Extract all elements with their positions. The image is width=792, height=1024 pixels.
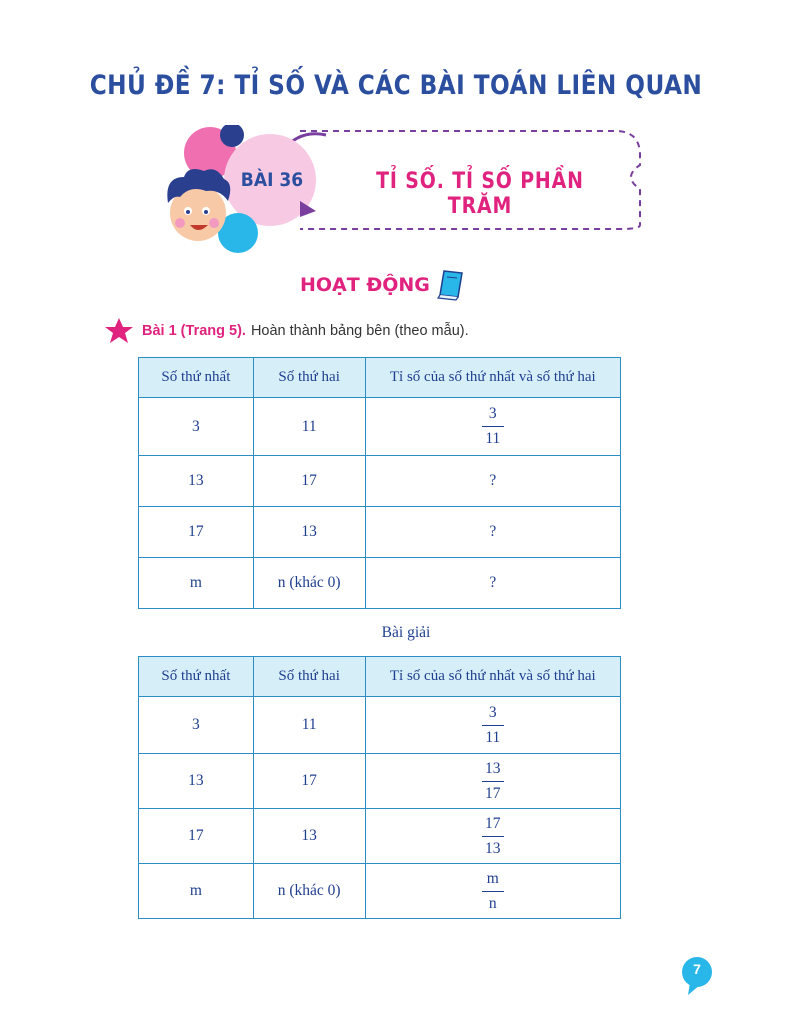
fraction — [482, 704, 504, 747]
fraction-numerator: 3 — [488, 405, 497, 423]
cell-first: 3 — [139, 398, 254, 456]
header-second-number: Số thứ hai — [253, 358, 365, 398]
solution-table — [138, 656, 621, 919]
fraction — [482, 760, 504, 803]
table-row — [139, 507, 621, 558]
exercise-instruction: Hoàn thành bảng bên (theo mẫu). — [250, 323, 469, 339]
cell-second: 13 — [253, 809, 365, 864]
cell-ratio — [365, 398, 620, 456]
fraction-numerator: 13 — [485, 759, 501, 777]
cell-ratio — [365, 754, 620, 809]
cell-second: 11 — [253, 697, 365, 754]
chapter-title: CHỦ ĐỀ 7: TỈ SỐ VÀ CÁC BÀI TOÁN LIÊN QUAN — [89, 70, 703, 101]
header-first-number: Số thứ nhất — [139, 657, 254, 697]
cell-second: 13 — [253, 507, 365, 558]
fraction — [482, 405, 504, 448]
fraction-numerator: m — [486, 869, 499, 887]
section-heading — [300, 270, 464, 300]
cell-first: 3 — [139, 697, 254, 754]
cell-second: 17 — [253, 754, 365, 809]
cell-second: n (khác 0) — [253, 558, 365, 609]
fraction-denominator: 11 — [485, 430, 501, 447]
cell-ratio: ? — [365, 456, 620, 507]
table-row — [139, 754, 621, 809]
table-header-row — [139, 657, 621, 697]
fraction — [482, 870, 504, 913]
cell-second: n (khác 0) — [253, 864, 365, 919]
lesson-number: BÀI 36 — [240, 169, 304, 191]
table-header-row — [139, 358, 621, 398]
fraction-denominator: 11 — [485, 728, 501, 746]
table-row — [139, 697, 621, 754]
cell-second: 17 — [253, 456, 365, 507]
cell-first: 13 — [139, 754, 254, 809]
cell-first: 17 — [139, 809, 254, 864]
header-ratio: Tỉ số của số thứ nhất và số thứ hai — [365, 657, 620, 697]
cell-ratio: ? — [365, 507, 620, 558]
table-row — [139, 809, 621, 864]
exercise-line — [104, 318, 469, 344]
table-row — [139, 864, 621, 919]
star-icon — [104, 317, 134, 345]
page-number: 7 — [693, 961, 701, 977]
exercise-label: Bài 1 (Trang 5). — [142, 323, 246, 339]
cell-second: 11 — [253, 398, 365, 456]
fraction — [482, 815, 504, 858]
fraction-denominator: n — [488, 894, 497, 912]
question-table — [138, 357, 621, 609]
header-ratio: Tỉ số của số thứ nhất và số thứ hai — [365, 358, 620, 398]
cell-ratio — [365, 697, 620, 754]
cell-ratio — [365, 809, 620, 864]
cell-ratio: ? — [365, 558, 620, 609]
table-row — [139, 398, 621, 456]
cell-first: 13 — [139, 456, 254, 507]
fraction-denominator: 17 — [485, 784, 501, 802]
fraction-numerator: 3 — [488, 703, 497, 721]
page-number-badge — [680, 956, 714, 996]
solution-label: Bài giải — [381, 624, 431, 641]
header-first-number: Số thứ nhất — [139, 358, 254, 398]
cell-first: m — [139, 864, 254, 919]
table-row — [139, 456, 621, 507]
table-row — [139, 558, 621, 609]
fraction-numerator: 17 — [485, 814, 501, 832]
cell-first: 17 — [139, 507, 254, 558]
cell-first: m — [139, 558, 254, 609]
book-icon — [436, 269, 464, 301]
section-heading-text: HOẠT ĐỘNG — [300, 274, 430, 296]
lesson-title: TỈ SỐ. TỈ SỐ PHẦN TRĂM — [376, 169, 584, 219]
cell-ratio — [365, 864, 620, 919]
fraction-denominator: 13 — [485, 839, 501, 857]
lesson-banner — [150, 125, 650, 255]
header-second-number: Số thứ hai — [253, 657, 365, 697]
